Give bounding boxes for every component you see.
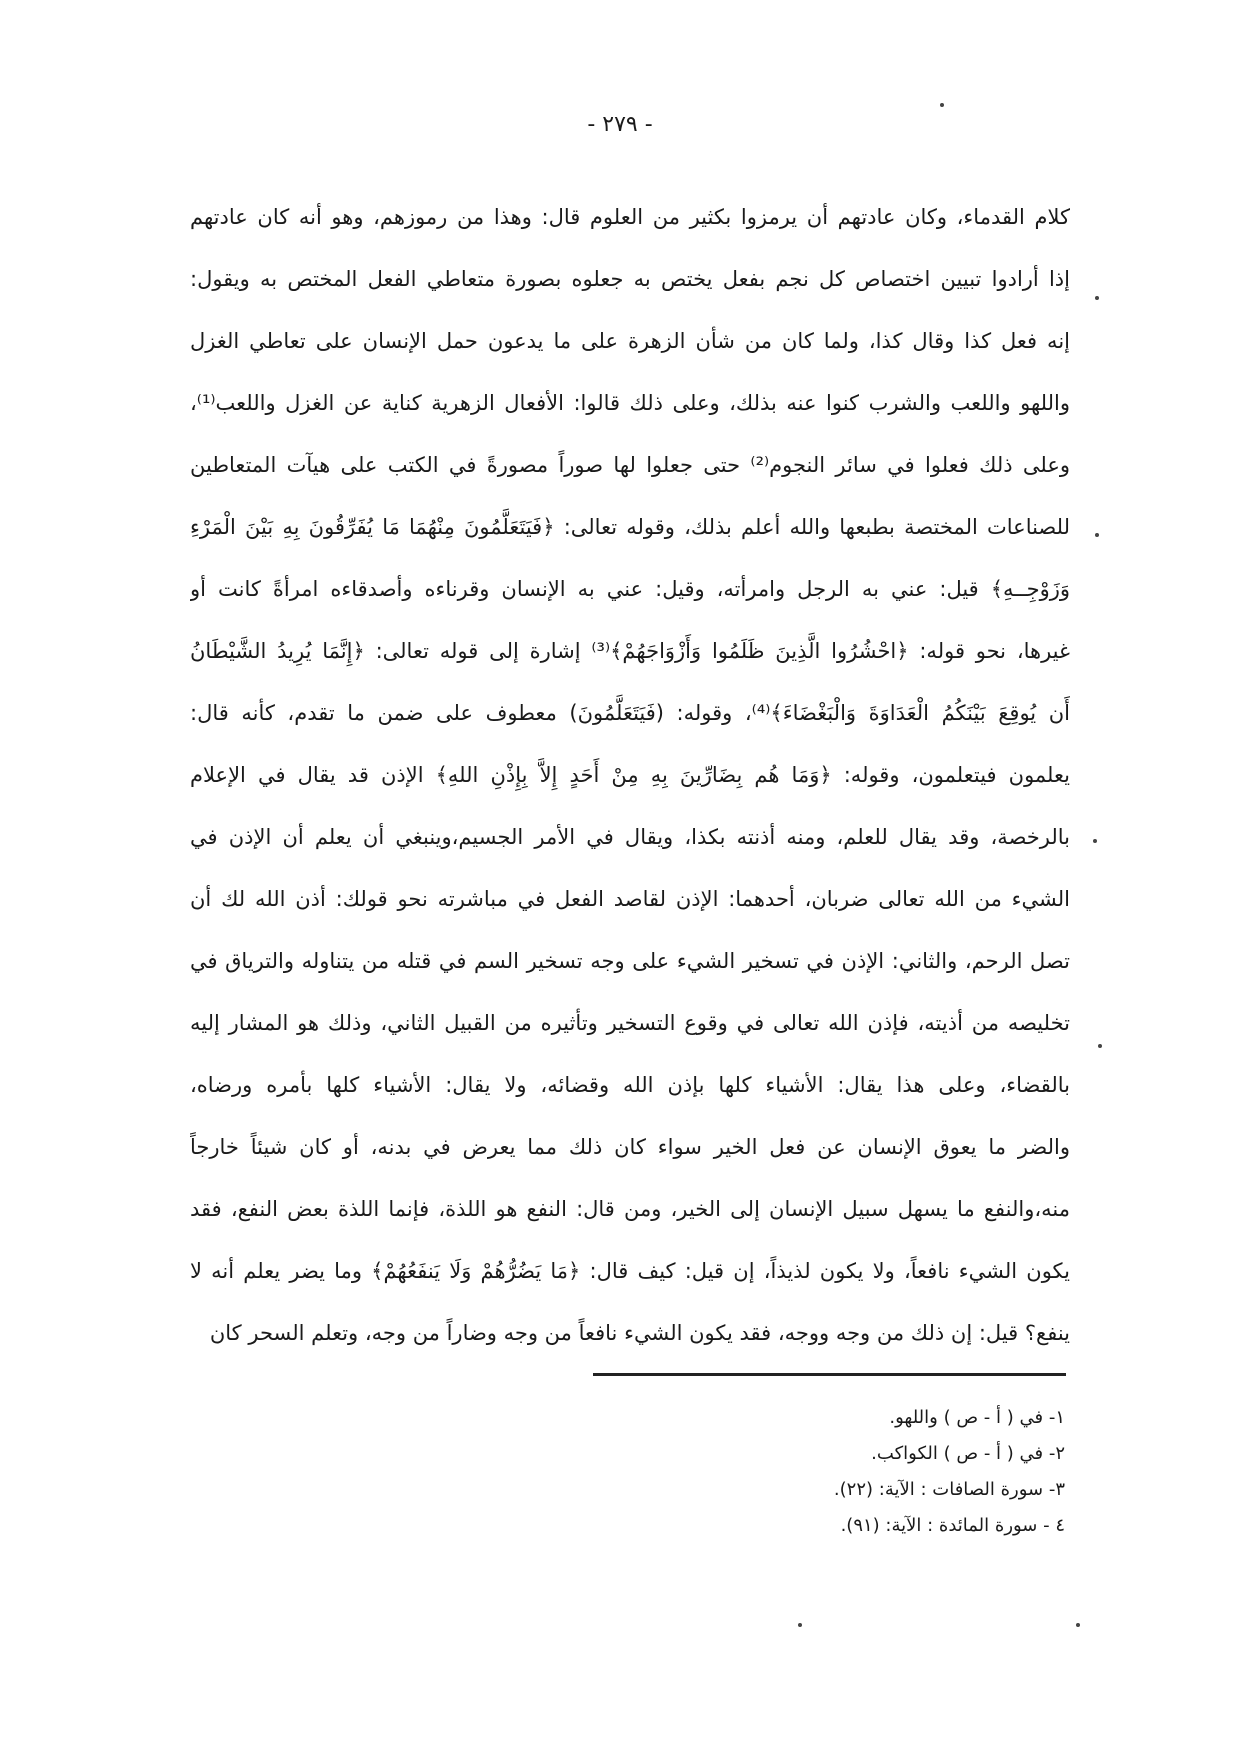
text-line: يكون الشيء نافعاً، ولا يكون لذيذاً، إن قيل: كيف قال: ﴿مَا يَضُرُّهُمْ وَلَا يَنفَعُهُمْ﴾ وما يضر يعلم أنه لا — [190, 1259, 1070, 1283]
scan-speck — [940, 103, 944, 107]
scan-speck — [1076, 1623, 1080, 1627]
page-number: - ٢٧٩ - — [587, 112, 653, 137]
text-line: للصناعات المختصة بطبعها والله أعلم بذلك، وقوله تعالى: ﴿فَيَتَعَلَّمُونَ مِنْهُمَا مَا يُفَرِّقُونَ بِهِ بَيْنَ الْمَرْءِ — [190, 515, 1070, 539]
text-line: كلام القدماء، وكان عادتهم أن يرمزوا بكثير من العلوم قال: وهذا من رموزهم، وهو أنه كان عادتهم — [190, 205, 1070, 229]
text-line: غيرها، نحو قوله: ﴿احْشُرُوا الَّذِينَ ظَلَمُوا وَأَزْوَاجَهُمْ﴾⁽³⁾ إشارة إلى قوله تعالى: ﴿إِنَّمَا يُرِيدُ الشَّيْطَانُ — [190, 639, 1070, 663]
text-line: واللهو واللعب والشرب كنوا عنه بذلك، وعلى ذلك قالوا: الأفعال الزهرية كناية عن الغزل واللعب⁽¹⁾، — [190, 391, 1070, 415]
scan-speck — [1093, 839, 1097, 843]
text-line: يعلمون فيتعلمون، وقوله: ﴿وَمَا هُم بِضَارِّينَ بِهِ مِنْ أَحَدٍ إِلاَّ بِإِذْنِ اللهِ﴾ الإذن قد يقال في الإعلام — [190, 763, 1070, 787]
text-line: ينفع؟ قيل: إن ذلك من وجه ووجه، فقد يكون الشيء نافعاً من وجه وضاراً من وجه، وتعلم السحر كان — [209, 1321, 1070, 1345]
footnotes — [585, 1400, 1065, 1544]
footnote: ١- في ( أ - ص ) واللهو. — [889, 1407, 1065, 1428]
text-line: إنه فعل كذا وقال كذا، ولما كان من شأن الزهرة على ما يدعون حمل الإنسان على تعاطي الغزل — [190, 329, 1070, 353]
footnote-separator — [593, 1373, 1066, 1376]
text-line: الشيء من الله تعالى ضربان، أحدهما: الإذن لقاصد الفعل في مباشرته نحو قولك: أذن الله لك أن — [190, 887, 1070, 911]
text-line: بالقضاء، وعلى هذا يقال: الأشياء كلها بإذن الله وقضائه، ولا يقال: الأشياء كلها بأمره ورضاه، — [190, 1073, 1070, 1097]
scan-speck — [1095, 533, 1099, 537]
text-line: بالرخصة، وقد يقال للعلم، ومنه أذنته بكذا، ويقال في الأمر الجسيم،وينبغي أن يعلم أن الإذن في — [190, 825, 1070, 849]
text-line: أَن يُوقِعَ بَيْنَكُمُ الْعَدَاوَةَ وَالْبَغْضَاءَ﴾⁽⁴⁾، وقوله: (فَيَتَعَلَّمُونَ) معطوف على ضمن ما تقدم، كأنه قال: — [190, 701, 1070, 725]
scan-speck — [1098, 1044, 1102, 1048]
footnote: ٢- في ( أ - ص ) الكواكب. — [871, 1443, 1065, 1464]
scan-speck — [798, 1623, 802, 1627]
text-line: والضر ما يعوق الإنسان عن فعل الخير سواء كان ذلك مما يعرض في بدنه، أو كان شيئاً خارجاً — [190, 1135, 1070, 1159]
text-line: وَزَوْجِــهِ﴾ قيل: عني به الرجل وامرأته، وقيل: عني به الإنسان وقرناءه وأصدقاءه امرأةً كانت أو — [190, 577, 1070, 601]
text-line: إذا أرادوا تبيين اختصاص كل نجم بفعل يختص به جعلوه بصورة متعاطي الفعل المختص به ويقول: — [190, 267, 1070, 291]
footnote: ٣- سورة الصافات : الآية: (٢٢). — [833, 1479, 1065, 1500]
text-line: تصل الرحم، والثاني: الإذن في تسخير الشيء على وجه تسخير السم في قتله من يتناوله والترياق في — [190, 949, 1070, 973]
text-line: منه،والنفع ما يسهل سبيل الإنسان إلى الخير، ومن قال: النفع هو اللذة، فإنما اللذة بعض النفع، فقد — [190, 1197, 1070, 1221]
text-line: وعلى ذلك فعلوا في سائر النجوم⁽²⁾ حتى جعلوا لها صوراً مصورةً في الكتب على هيآت المتعاطين — [190, 453, 1070, 477]
scan-speck — [1095, 296, 1099, 300]
text-line: تخليصه من أذيته، فإذن الله تعالى في وقوع التسخير وتأثيره من القبيل الثاني، وذلك هو المشار إليه — [190, 1011, 1070, 1035]
footnote: ٤ - سورة المائدة : الآية: (٩١). — [840, 1515, 1065, 1536]
body-text — [190, 186, 1070, 1364]
